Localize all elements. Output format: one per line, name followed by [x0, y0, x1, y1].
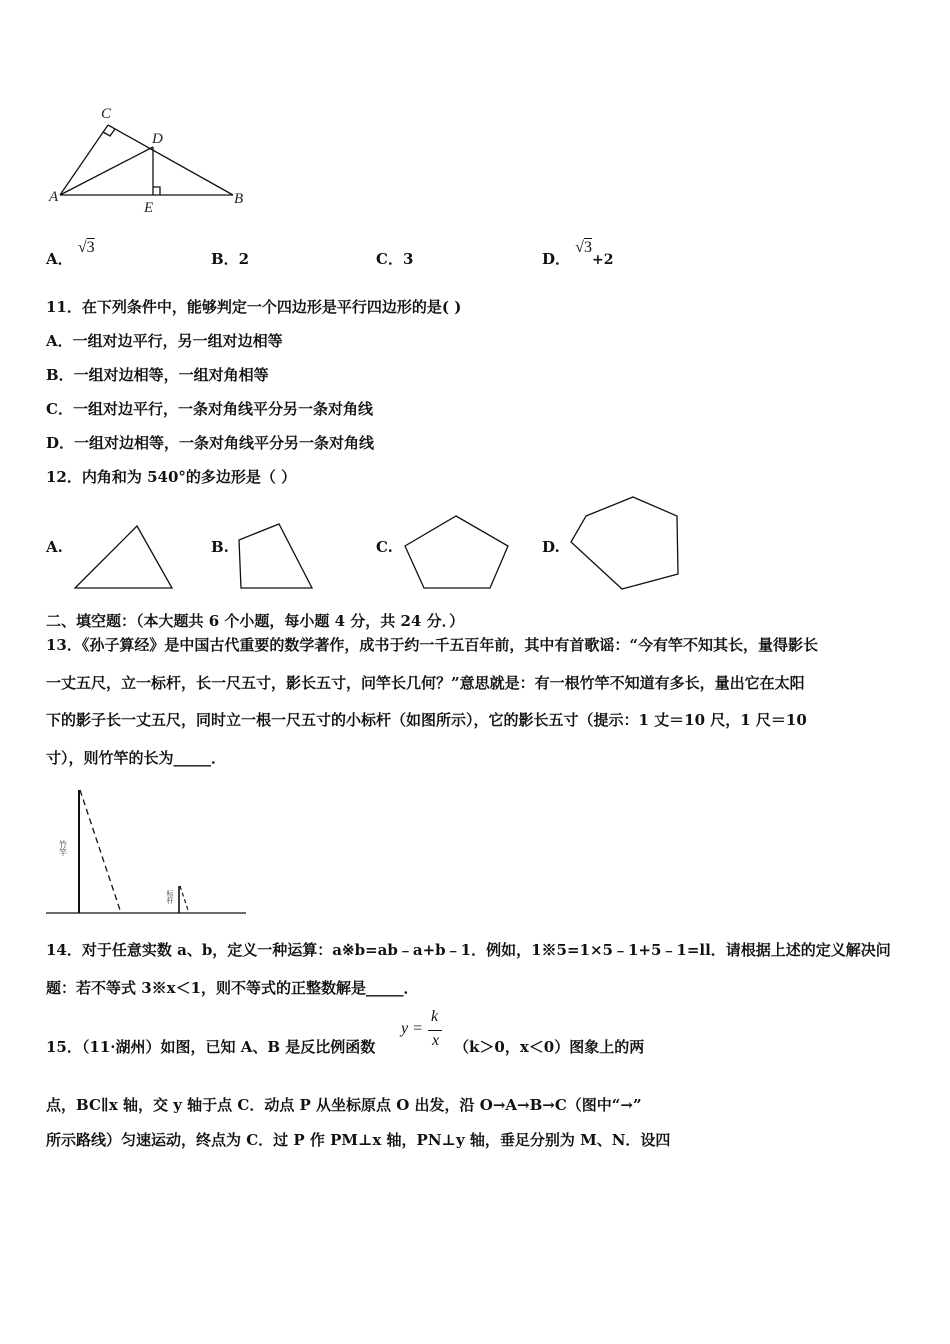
- label-d: D: [152, 131, 163, 147]
- label-c: C: [101, 106, 112, 122]
- q14-line-1: 14．对于任意实数 a、b，定义一种运算：a※b=ab﹣a+b﹣1．例如，1※5=1×5﹣1+5﹣1=ll．请根据上述的定义解决问: [46, 941, 891, 959]
- q15-line-1-prefix: 15．（11·湖州）如图，已知 A、B 是反比例函数: [46, 1038, 376, 1056]
- sqrt-icon: √3: [575, 239, 593, 256]
- fraction-bar: [428, 1030, 442, 1031]
- q10-option-a: A． √3: [46, 239, 95, 268]
- right-angle-e: [153, 187, 160, 195]
- q13-pole-shadow-figure: [40, 782, 255, 922]
- rod-shadow-ray: [180, 886, 189, 913]
- q12-option-b-label: B.: [211, 538, 229, 556]
- q12-hexagon-shape: [564, 494, 686, 594]
- q14-line-2: 题：若不等式 3※x＜1，则不等式的正整数解是_____．: [46, 979, 419, 997]
- q10-option-c: C．3: [376, 250, 414, 268]
- q13-line-1: 13．《孙子算经》是中国古代重要的数学著作，成书于约一千五百年前，其中有首歌谣：“今有竿不知其长，量得影长: [46, 636, 819, 654]
- q13-line-4: 寸），则竹竿的长为_____．: [46, 749, 227, 767]
- q12-option-a-label: A.: [46, 538, 63, 556]
- label-a: A: [49, 189, 59, 205]
- q11-option-a: A．一组对边平行，另一组对边相等: [46, 332, 283, 350]
- q13-line-2: 一丈五尺，立一标杆，长一尺五寸，影长五寸，问竿长几何？”意思就是：有一根竹竿不知道有多长，量出它在太阳: [46, 674, 805, 692]
- q13-line-3: 下的影子长一丈五尺，同时立一根一尺五寸的小标杆（如图所示），它的影长五寸（提示：1 丈＝10 尺，1 尺＝10: [46, 711, 807, 729]
- q10-option-b: B．2: [211, 250, 250, 268]
- q15-line-3: 所示路线）匀速运动，终点为 C．过 P 作 PM⊥x 轴，PN⊥y 轴，垂足分别为 M、N．设四: [46, 1131, 671, 1149]
- rod-label: 标杆: [166, 890, 174, 904]
- q12-option-c-label: C.: [376, 538, 393, 556]
- q12-option-d-label: D.: [542, 538, 560, 556]
- label-e: E: [144, 200, 154, 216]
- sqrt-icon: √3: [77, 239, 95, 256]
- q12-quadrilateral-shape: [232, 518, 322, 593]
- label-b: B: [234, 191, 244, 207]
- segment-ad: [60, 147, 153, 195]
- q12-pentagon-shape: [400, 512, 512, 594]
- q10-option-d: D． √3+2: [542, 239, 614, 268]
- q15-line-1-suffix: （k＞0，x＜0）图象上的两: [454, 1038, 645, 1056]
- q15-formula: y = k x: [398, 1008, 448, 1058]
- pole-shadow-ray: [80, 790, 121, 913]
- q11-option-c: C．一组对边平行，一条对角线平分另一条对角线: [46, 400, 373, 418]
- q11-stem: 11．在下列条件中，能够判定一个四边形是平行四边形的是( ): [46, 298, 462, 316]
- segment-ac: [60, 125, 108, 195]
- q10-triangle-figure: [40, 100, 260, 220]
- q15-line-2: 点，BC∥x 轴，交 y 轴于点 C．动点 P 从坐标原点 O 出发，沿 O→A→B→C（图中“→”: [46, 1096, 642, 1114]
- q12-stem: 12．内角和为 540°的多边形是（ ）: [46, 468, 297, 486]
- pole-label: 竹竿: [58, 840, 68, 856]
- q12-triangle-shape: [70, 520, 180, 595]
- q11-option-b: B．一组对边相等，一组对角相等: [46, 366, 269, 384]
- section2-title: 二、填空题：（本大题共 6 个小题，每小题 4 分，共 24 分．）: [46, 612, 465, 630]
- q11-option-d: D．一组对边相等，一条对角线平分另一条对角线: [46, 434, 375, 452]
